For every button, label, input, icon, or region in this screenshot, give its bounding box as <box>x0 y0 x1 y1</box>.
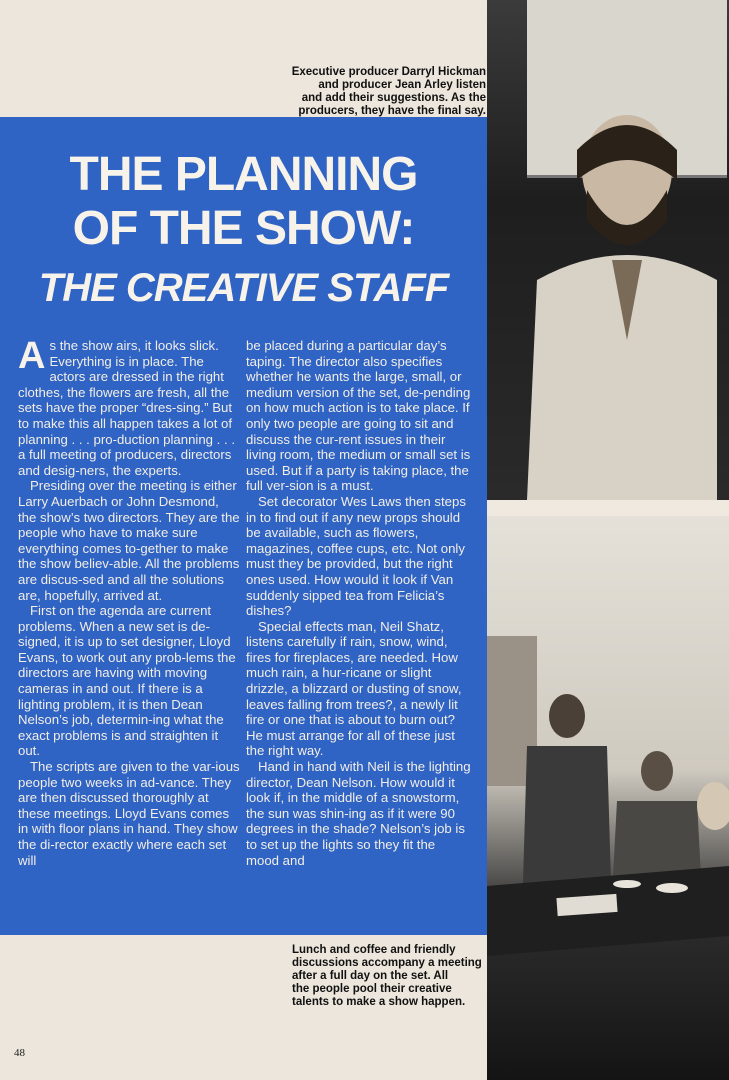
article-subtitle: THE CREATIVE STAFF <box>38 266 449 310</box>
paragraph: Special effects man, Neil Shatz, listens carefully if rain, snow, wind, fires for fireplaces, are needed. How much rain, a hur-ricane or slight drizzle, a blizzard or dusting of snow, leaves falling from trees?, a newly lit fire or one that is about to burn out? He must arrange for all of these just the right way. <box>246 618 462 759</box>
lunch-meeting-photo <box>487 516 729 1080</box>
paragraph: Hand in hand with Neil is the lighting director, Dean Nelson. How would it look if, in the middle of a snowstorm, the sun was shin-ing as if it were 90 degrees in the shade? Nelson’s job is to set up the lights so they fit the mood and <box>246 759 471 868</box>
paragraph: The scripts are given to the var-ious people two weeks in ad-vance. They are then discussed thoroughly at these meetings. Lloyd Evans comes in with floor plans in hand. They show the di-rector exactly where each set will <box>18 759 240 868</box>
top-photo-caption: Executive producer Darryl Hickman and producer Jean Arley listen and add their suggestions. As the producers, they have the final say. <box>291 66 486 117</box>
paragraph: First on the agenda are current problems. When a new set is de-signed, it is up to set designer, Lloyd Evans, to work out any prob-lems the directors are having with moving cameras in and out. If there is a lighting problem, it is then Dean Nelson’s job, determin-ing what the exact problems is and straighten it out. <box>18 603 236 759</box>
bearded-man-figure <box>517 110 717 500</box>
photo-divider <box>487 500 729 516</box>
paragraph: Set decorator Wes Laws then steps in to find out if any new props should be available, such as flowers, magazines, coffee cups, etc. Not only must they be provided, but the right ones used. How would it look if Van suddenly sipped tea from Felicia’s dishes? <box>246 493 466 619</box>
paragraph: Presiding over the meeting is either Larry Auerbach or John Desmond, the show’s two directors. They are the people who have to make sure everything comes to-gether to make the show believ-able. All the problems are discus-sed and all the solutions are, hopefully, arrived at. <box>18 478 240 603</box>
drop-cap: A <box>18 335 46 377</box>
producer-photo <box>487 0 729 500</box>
bottom-photo-caption: Lunch and coffee and friendly discussions accompany a meeting after a full day on the set. All the people pool their creative talents to make a show happen. <box>292 944 482 1008</box>
article-title: THE PLANNING OF THE SHOW: <box>69 148 418 255</box>
paragraph: As the show airs, it looks slick. Everything is in place. The actors are dressed in the right clothes, the flowers are fresh, all the sets have the proper “dres-sing.” But to make this all happen takes a lot of planning . . . pro-duction planning . . . a full meeting of producers, directors and desig-ners, the experts. <box>18 335 236 478</box>
page-number: 48 <box>14 1047 25 1059</box>
meeting-scene <box>487 516 729 1080</box>
article-column-2 <box>246 338 471 868</box>
paragraph: be placed during a particular day’s taping. The director also specifies whether he wants the large, small, or medium version of the set, de-pending on how much action is to take place. If only two people are going to sit and discuss the cur-rent issues in their living room, the medium or small set is used. But if a party is taking place, the full ver-sion is a must. <box>246 338 471 494</box>
article-column-1 <box>18 335 240 868</box>
